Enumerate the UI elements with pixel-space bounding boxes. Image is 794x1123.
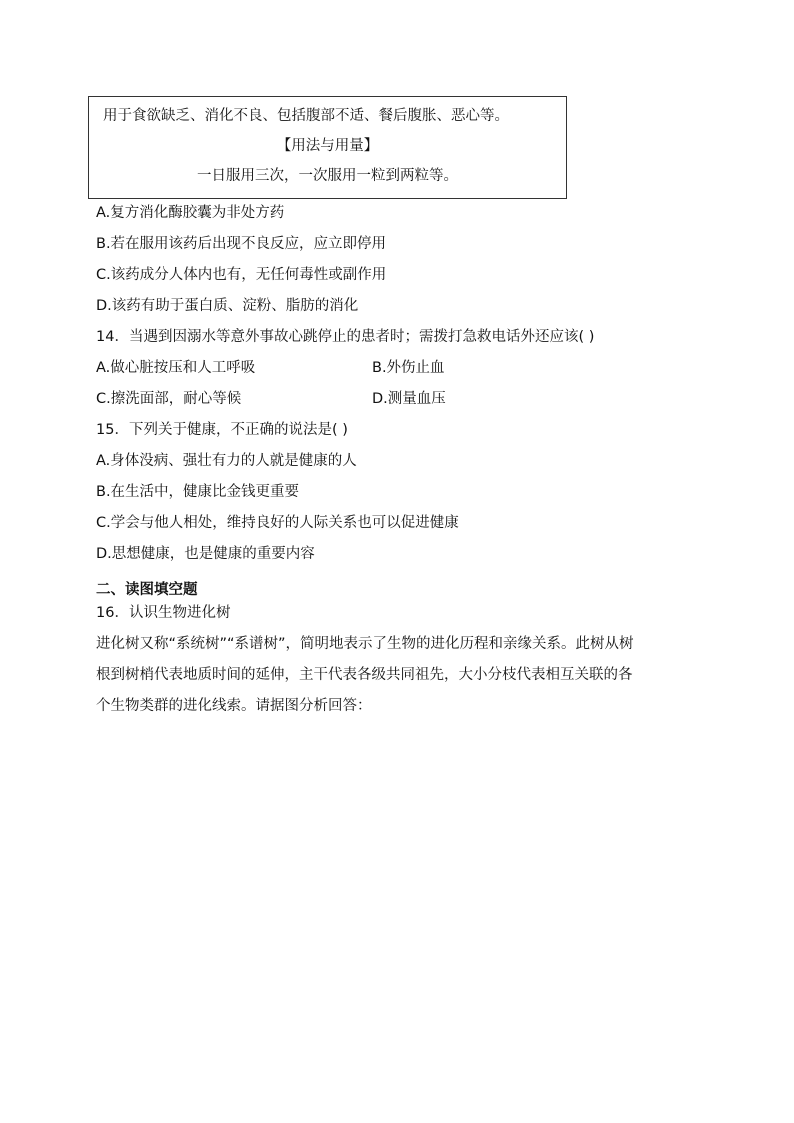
q15-option-d: D.思想健康，也是健康的重要内容 [96,546,315,562]
q14-option-c: C.擦洗面部，耐心等候 [96,391,242,407]
q14-option-a: A.做心脏按压和人工呼吸 [96,360,256,376]
q16-paragraph [96,629,696,722]
q15-stem: 15．下列关于健康，不正确的说法是( ) [96,422,348,438]
q13-option-a: A.复方消化酶胶囊为非处方药 [96,205,285,221]
q16-paragraph-line: 进化树又称“系统树”“系谱树”，简明地表示了生物的进化历程和亲缘关系。此树从树 [96,636,634,652]
q15-option-b: B.在生活中，健康比金钱更重要 [96,484,300,500]
q16-paragraph-line: 根到树梢代表地质时间的延伸，主干代表各级共同祖先，大小分枝代表相互关联的各 [96,667,633,683]
q15-option-c: C.学会与他人相处，维持良好的人际关系也可以促进健康 [96,515,459,531]
q14-option-d: D.测量血压 [372,391,446,407]
q16-paragraph-line: 个生物类群的进化线索。请据图分析回答： [96,698,372,714]
box-usage-text: 一日服用三次，一次服用一粒到两粒等。 [197,168,458,184]
q13-option-d: D.该药有助于蛋白质、淀粉、脂肪的消化 [96,298,359,314]
drug-info-box [88,96,567,199]
q13-option-b: B.若在服用该药后出现不良反应，应立即停用 [96,236,387,252]
box-usage-heading: 【用法与用量】 [276,138,379,154]
q13-option-c: C.该药成分人体内也有，无任何毒性或副作用 [96,267,387,283]
section-title: 二、读图填空题 [96,582,198,598]
q16-stem: 16．认识生物进化树 [96,605,231,621]
q15-option-a: A.身体没病、强壮有力的人就是健康的人 [96,453,357,469]
q14-stem: 14．当遇到因溺水等意外事故心跳停止的患者时；需拨打急救电话外还应该( ) [96,329,595,345]
q14-option-b: B.外伤止血 [372,360,445,376]
box-indication-text: 用于食欲缺乏、消化不良、包括腹部不适、餐后腹胀、恶心等。 [103,108,509,124]
